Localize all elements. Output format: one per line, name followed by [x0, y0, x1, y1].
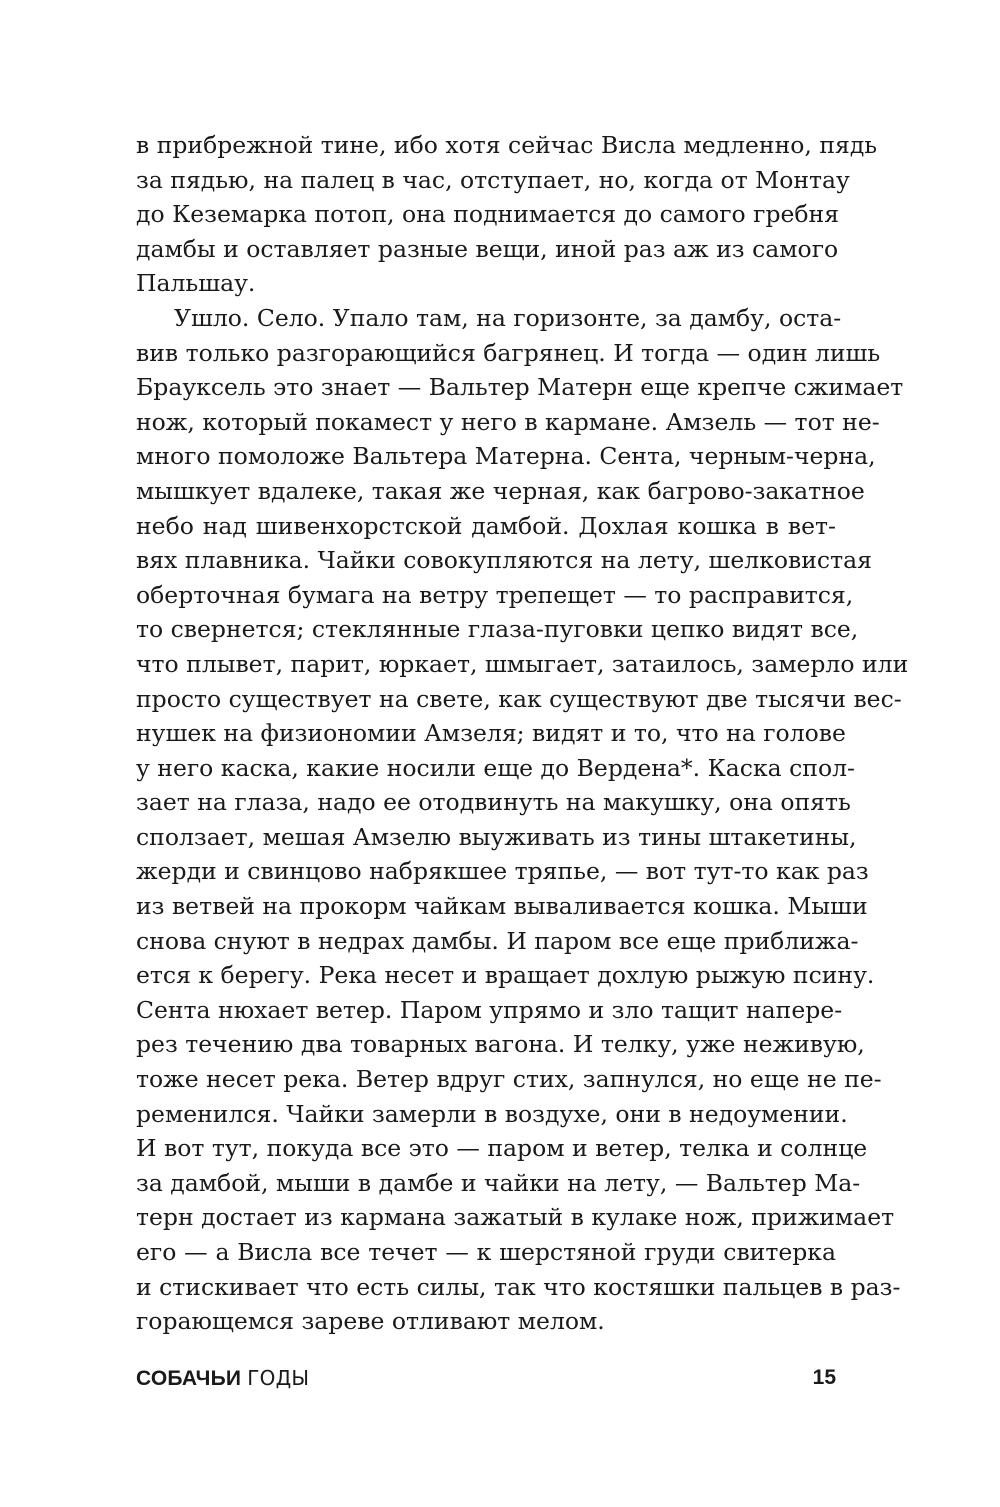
text-line: из ветвей на прокорм чайкам вываливается кошка. Мыши [136, 892, 868, 921]
page-footer [136, 1366, 836, 1396]
text-line: горающемся зареве отливают мелом. [136, 1307, 605, 1336]
text-line: сползает, мешая Амзелю выуживать из тины штакетины, [136, 822, 857, 851]
text-line: Брауксель это знает — Вальтер Матерн еще крепче сжимает [136, 373, 904, 402]
text-line: терн достает из кармана зажатый в кулаке нож, прижимает [136, 1203, 895, 1232]
text-line: мышкует вдалеке, такая же черная, как багрово-закатное [136, 476, 865, 505]
text-line: Сента нюхает ветер. Паром упрямо и зло тащит напере- [136, 995, 843, 1024]
page-number: 15 [812, 1366, 836, 1389]
text-line: оберточная бумага на ветру трепещет — то расправится, [136, 580, 854, 609]
text-line: рез течению два товарных вагона. И телку, уже неживую, [136, 1030, 865, 1059]
text-line: за пядью, на палец в час, отступает, но, когда от Монтау [136, 165, 850, 194]
running-title-light: ГОДЫ [247, 1366, 310, 1390]
text-line: в прибрежной тине, ибо хотя сейчас Висла медленно, пядь [136, 131, 878, 159]
text-line: зает на глаза, надо ее отодвинуть на макушку, она опять [136, 788, 851, 817]
text-line: нушек на физиономии Амзеля; видят и то, что на голове [136, 719, 846, 748]
text-line: нож, который покамест у него в кармане. Амзель — тот не- [136, 407, 880, 436]
text-line: что плывет, парит, юркает, шмыгает, затаилось, замерло или [136, 649, 909, 678]
text-line: И вот тут, покуда все это — паром и ветер, телка и солнце [136, 1134, 868, 1163]
running-title-bold: СОБАЧЬИ [136, 1367, 242, 1390]
text-line: у него каска, какие носили еще до Вердена*. Каска спол- [136, 753, 855, 782]
text-line: ременился. Чайки замерли в воздухе, они в недоумении. [136, 1099, 848, 1128]
body-text [136, 128, 909, 1339]
text-line: снова снуют в недрах дамбы. И паром все еще приближа- [136, 926, 859, 955]
text-line: вив только разгорающийся багрянец. И тогда — один лишь [136, 338, 881, 367]
text-line: жерди и свинцово набрякшее тряпье, — вот тут-то как раз [136, 857, 869, 886]
text-line: Пальшау. [136, 269, 256, 298]
text-line: дамбы и оставляет разные вещи, иной раз аж из самого [136, 234, 839, 263]
text-line: и стискивает что есть силы, так что костяшки пальцев в раз- [136, 1272, 901, 1301]
text-line: его — а Висла все течет — к шерстяной груди свитерка [136, 1238, 836, 1266]
text-line: просто существует на свете, как существуют две тысячи вес- [136, 684, 902, 713]
text-line: вях плавника. Чайки совокупляются на лету, шелковистая [136, 546, 872, 575]
text-line: до Кеземарка потоп, она поднимается до самого гребня [136, 200, 840, 229]
text-line: то свернется; стеклянные глаза-пуговки цепко видят все, [136, 615, 859, 644]
text-line: тоже несет река. Ветер вдруг стих, запнулся, но еще не пе- [136, 1065, 882, 1094]
text-line: ется к берегу. Река несет и вращает дохлую рыжую псину. [136, 961, 875, 990]
text-line: за дамбой, мыши в дамбе и чайки на лету, — Вальтер Ма- [136, 1168, 861, 1197]
text-line: много помоложе Вальтера Матерна. Сента, черным-черна, [136, 442, 876, 471]
text-line: Ушло. Село. Упало там, на горизонте, за дамбу, оста- [174, 303, 842, 332]
text-line: небо над шивенхорстской дамбой. Дохлая кошка в вет- [136, 511, 836, 540]
running-title [136, 1366, 309, 1391]
